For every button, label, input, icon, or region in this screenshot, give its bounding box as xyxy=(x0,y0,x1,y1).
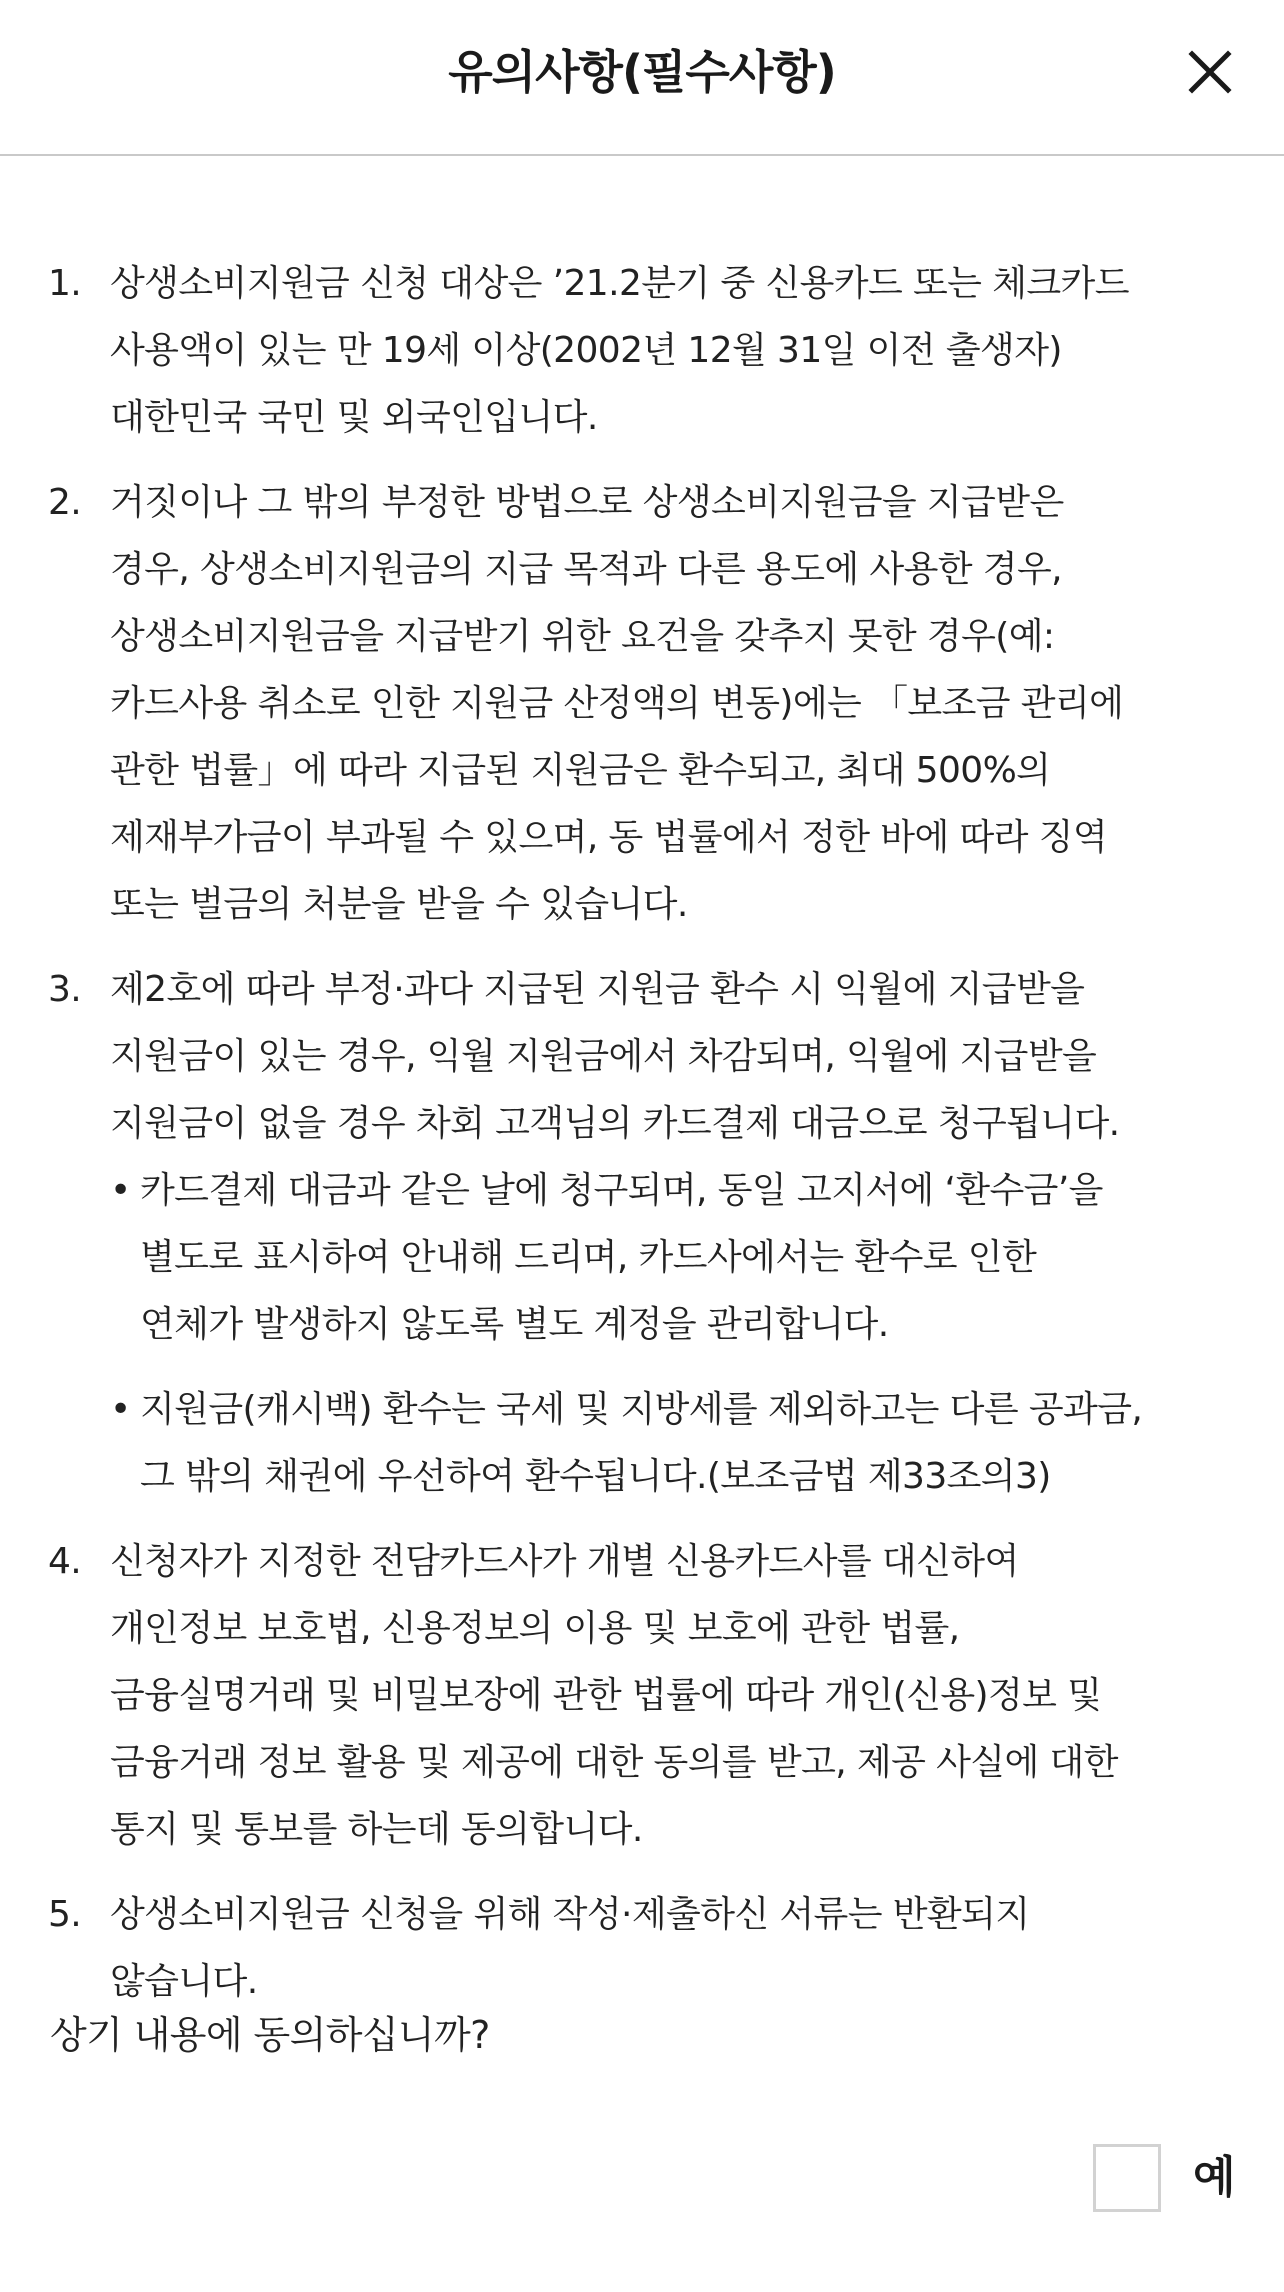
bullet-text-line: 지원금(캐시백) 환수는 국세 및 지방세를 제외하고는 다른 공과금, xyxy=(140,1389,1143,1430)
item-text-line: 금융거래 정보 활용 및 제공에 대한 동의를 받고, 제공 사실에 대한 xyxy=(110,1742,1118,1783)
item-number: 4. xyxy=(48,1541,82,1582)
item-text-line: 거짓이나 그 밖의 부정한 방법으로 상생소비지원금을 지급받은 xyxy=(110,482,1064,523)
item-text-line: 상생소비지원금 신청 대상은 ’21.2분기 중 신용카드 또는 체크카드 xyxy=(110,263,1129,304)
item-text-line: 카드사용 취소로 인한 지원금 산정액의 변동)에는 「보조금 관리에 xyxy=(110,683,1124,724)
close-button[interactable] xyxy=(1180,42,1240,102)
agree-checkbox[interactable] xyxy=(1093,2144,1161,2212)
item-text-line: 또는 벌금의 처분을 받을 수 있습니다. xyxy=(110,884,688,925)
notice-item-1 xyxy=(48,250,1238,451)
notice-item-5 xyxy=(48,1881,1238,2015)
item-text-line: 상생소비지원금을 지급받기 위한 요건을 갖추지 못한 경우(예: xyxy=(110,616,1055,657)
item-text-line: 않습니다. xyxy=(110,1961,258,2002)
item-number: 1. xyxy=(48,263,82,304)
item-text-line: 신청자가 지정한 전담카드사가 개별 신용카드사를 대신하여 xyxy=(110,1541,1019,1582)
item-text-line: 대한민국 국민 및 외국인입니다. xyxy=(110,397,598,438)
bullet-dot: • xyxy=(110,1170,131,1211)
agree-label[interactable]: 예 xyxy=(1193,2152,1236,2203)
item-number: 5. xyxy=(48,1894,82,1935)
bullet-text-line: 별도로 표시하여 안내해 드리며, 카드사에서는 환수로 인한 xyxy=(140,1237,1037,1278)
notice-item-4 xyxy=(48,1528,1238,1863)
notice-list xyxy=(48,250,1238,2033)
page-title: 유의사항(필수사항) xyxy=(448,45,836,99)
item-text-line: 지원금이 있는 경우, 익월 지원금에서 차감되며, 익월에 지급받을 xyxy=(110,1036,1097,1077)
notice-item-3 xyxy=(48,956,1238,1510)
bullet-text-line: 연체가 발생하지 않도록 별도 계정을 관리합니다. xyxy=(140,1304,889,1345)
bullet-item xyxy=(110,1157,1238,1358)
header-bar xyxy=(0,0,1284,156)
item-number: 3. xyxy=(48,969,82,1010)
bullet-text-line: 그 밖의 채권에 우선하여 환수됩니다.(보조금법 제33조의3) xyxy=(140,1456,1051,1497)
item-text-line: 사용액이 있는 만 19세 이상(2002년 12월 31일 이전 출생자) xyxy=(110,330,1062,371)
bullet-item xyxy=(110,1376,1238,1510)
agreement-question: 상기 내용에 동의하십니까? xyxy=(50,2013,490,2057)
notice-item-2 xyxy=(48,469,1238,938)
item-text-line: 상생소비지원금 신청을 위해 작성·제출하신 서류는 반환되지 xyxy=(110,1894,1030,1935)
close-icon xyxy=(1180,42,1240,102)
item-text-line: 금융실명거래 및 비밀보장에 관한 법률에 따라 개인(신용)정보 및 xyxy=(110,1675,1102,1716)
item-text-line: 경우, 상생소비지원금의 지급 목적과 다른 용도에 사용한 경우, xyxy=(110,549,1062,590)
item-text-line: 통지 및 통보를 하는데 동의합니다. xyxy=(110,1809,643,1850)
item-text-line: 제재부가금이 부과될 수 있으며, 동 법률에서 정한 바에 따라 징역 xyxy=(110,817,1108,858)
item-text-line: 지원금이 없을 경우 차회 고객님의 카드결제 대금으로 청구됩니다. xyxy=(110,1103,1120,1144)
item-text-line: 관한 법률」에 따라 지급된 지원금은 환수되고, 최대 500%의 xyxy=(110,750,1051,791)
bullet-text-line: 카드결제 대금과 같은 날에 청구되며, 동일 고지서에 ‘환수금’을 xyxy=(140,1170,1103,1211)
item-text-line: 개인정보 보호법, 신용정보의 이용 및 보호에 관한 법률, xyxy=(110,1608,960,1649)
item-number: 2. xyxy=(48,482,82,523)
agree-checkbox-control[interactable] xyxy=(1093,2144,1243,2218)
item-text-line: 제2호에 따라 부정·과다 지급된 지원금 환수 시 익월에 지급받을 xyxy=(110,969,1085,1010)
bullet-dot: • xyxy=(110,1389,131,1430)
